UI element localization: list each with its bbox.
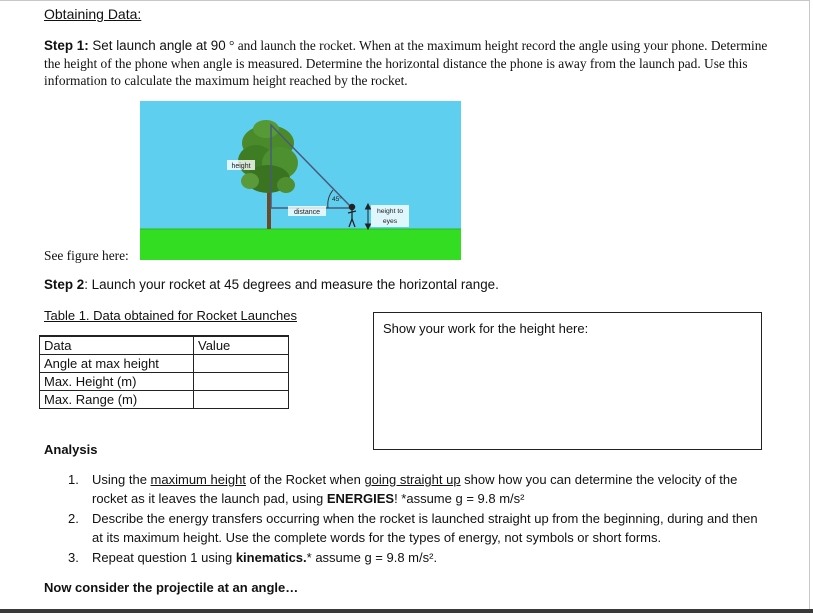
q1-part: of the Rocket when xyxy=(245,472,365,487)
table-value-cell[interactable] xyxy=(194,391,289,409)
see-figure-caption: See figure here: xyxy=(44,248,129,263)
height-to-label: height to xyxy=(376,208,404,215)
table-value-cell[interactable] xyxy=(194,355,289,373)
q1-part: Using the xyxy=(92,472,151,487)
work-box-label: Show your work for the height here: xyxy=(383,321,589,336)
q3-part: Repeat question 1 using xyxy=(92,550,236,565)
section-heading: Obtaining Data: xyxy=(44,6,142,22)
page-border-top xyxy=(0,0,809,1)
q3-part: * assume g = 9.8 m/s². xyxy=(306,550,438,565)
table-row xyxy=(40,391,289,409)
step-2-paragraph xyxy=(44,277,499,292)
table-row-label: Angle at max height xyxy=(40,355,194,373)
q3-bold-kinematics: kinematics. xyxy=(235,550,307,565)
rocket-height-figure xyxy=(140,101,461,260)
height-label: height xyxy=(231,163,251,170)
table-value-cell[interactable] xyxy=(194,373,289,391)
angle-label: 45° xyxy=(332,196,342,203)
data-table xyxy=(39,335,289,409)
table-header-row xyxy=(40,336,289,355)
step-1-lead: Set launch angle at 90 xyxy=(88,38,226,53)
table-row xyxy=(40,355,289,373)
table-header-cell: Value xyxy=(194,336,289,355)
page-border-right xyxy=(809,0,810,613)
step-1-paragraph xyxy=(44,37,769,90)
table-row-label: Max. Range (m) xyxy=(40,391,194,409)
table-row xyxy=(40,373,289,391)
question-number: 1. xyxy=(68,472,79,487)
step-2-label: Step 2 xyxy=(44,277,85,292)
table-row-label: Max. Height (m) xyxy=(40,373,194,391)
table-title: Table 1. Data obtained for Rocket Launches xyxy=(44,308,297,323)
q1-part: show how you can determine the velocity of the rocket as it leaves the launch pad, using xyxy=(92,472,738,506)
analysis-heading: Analysis xyxy=(44,442,98,457)
question-3-text xyxy=(92,548,762,567)
question-number: 3. xyxy=(68,550,79,565)
table-header-cell: Data xyxy=(40,336,194,355)
grass-ground xyxy=(140,229,461,260)
step-2-text: : Launch your rocket at 45 degrees and measure the horizontal range. xyxy=(84,277,499,292)
footer-prompt: Now consider the projectile at an angle… xyxy=(44,580,299,595)
step-1-colon: : xyxy=(84,38,89,53)
q1-underlined-straight-up: going straight up xyxy=(364,472,461,487)
work-answer-box[interactable] xyxy=(373,312,762,450)
step-1-text: and launch the rocket. When at the maximum height record the angle using your phone. Determine the height of the phone when angle is measured. Determine the horizontal distance the phone is away from the launch pad. Use this information to calculate the maximum height reached by the rocket. xyxy=(44,38,768,89)
question-1-text xyxy=(92,470,762,508)
q1-bold-energies: ENERGIES xyxy=(326,491,395,506)
eyes-label: eyes xyxy=(382,218,398,225)
page-border-bottom xyxy=(0,609,813,613)
q1-underlined-max-height: maximum height xyxy=(150,472,246,487)
step-1-degree: ° xyxy=(225,38,238,53)
question-2-text: Describe the energy transfers occurring when the rocket is launched straight up from the beginning, during and then at its maximum height. Use the complete words for the types of energy, not symbols or short forms. xyxy=(92,511,758,545)
question-number: 2. xyxy=(68,511,79,526)
step-1-label: Step 1 xyxy=(44,38,85,53)
distance-label: distance xyxy=(293,209,321,216)
q1-part: ! *assume g = 9.8 m/s² xyxy=(394,491,525,506)
